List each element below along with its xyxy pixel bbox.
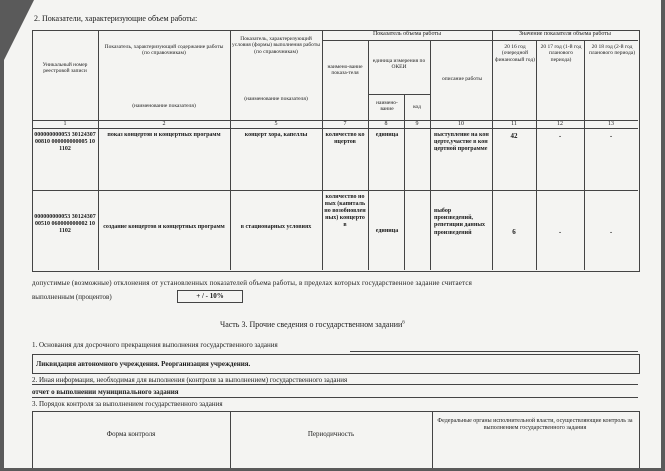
colnum-8: 8 — [384, 121, 388, 127]
col-condition-sub: (наименование показателя) — [244, 96, 308, 102]
document-page — [4, 0, 661, 468]
col-unit-okei: единица измерения по ОКЕИ — [372, 58, 426, 71]
col-year-2017: 20 17 год (1-й год планового периода) — [540, 44, 582, 63]
colnum-11: 11 — [511, 121, 517, 127]
colnum-1: 1 — [63, 121, 67, 127]
row2-condition: в стационарных условиях — [240, 224, 312, 230]
row2-value-2017: - — [558, 228, 562, 236]
colnum-10: 10 — [458, 121, 464, 127]
section-title: 2. Показатели, характеризующие объем работы: — [34, 14, 198, 23]
col-indicator-name: наимено-вание показа-теля — [327, 64, 363, 77]
row2-value-2016: 6 — [512, 228, 516, 236]
mid-group-title: Показатель объема работы — [372, 31, 442, 37]
colnum-7: 7 — [343, 121, 347, 127]
col-description: описание работы — [441, 76, 483, 82]
item1-label: 1. Основания для досрочного прекращения выполнения государственного задания — [32, 341, 278, 349]
row2-unit: единица — [375, 228, 399, 234]
col-unit-name: наимено-вание — [376, 100, 398, 113]
control-col-form: Форма контроля — [106, 430, 156, 438]
col-year-2016: 20 16 год (очередной финансовый год) — [495, 44, 535, 63]
item1-value: Ликвидация автономного учреждения. Реорганизация учреждения. — [36, 360, 251, 368]
control-col-authority: Федеральные органы исполнительной власти, осуществляющие контроль за выполнением государственного задания — [437, 418, 633, 431]
row2-value-2018: - — [609, 228, 613, 236]
row1-content: показ концертов и концертных программ — [107, 132, 221, 138]
item2-value: отчет о выполнении муниципального задания — [32, 388, 179, 396]
row2-content: создание концертов и концертных программ — [103, 224, 225, 230]
row1-indicator: количество концертов — [325, 132, 365, 145]
tolerance-text: допустимые (возможные) отклонения от установленных показателей объема работы, в пределах которых государственное задание считается — [32, 279, 472, 287]
colnum-12: 12 — [557, 121, 563, 127]
row1-value-2017: - — [558, 132, 562, 140]
col-condition-indicator: Показатель, характеризующий условия (формы) выполнения работы (по справочникам) — [232, 36, 320, 55]
item2-label: 2. Иная информация, необходимая для выполнения (контроля за выполнением) государственного задания — [32, 376, 348, 384]
row1-value-2016: 42 — [510, 132, 518, 140]
row1-id: 000000000053 3012430700810 000000000005 101102 — [34, 132, 96, 152]
right-group-title: Значение показателя объема работы — [519, 31, 611, 37]
item3-label: 3. Порядок контроля за выполнением государственного задания — [32, 400, 223, 408]
col-unit-code: код — [413, 104, 421, 110]
row2-id: 000000000053 3012430700510 060000000002 101102 — [34, 214, 96, 234]
row1-value-2018: - — [609, 132, 613, 140]
colnum-9: 9 — [415, 121, 419, 127]
col-content-sub: (наименование показателя) — [132, 103, 196, 109]
row1-description: выступление на концерте,участие в концертной программе — [434, 132, 489, 153]
colnum-13: 13 — [608, 121, 614, 127]
col-unique-number: Уникальный номер реестровой записи — [42, 62, 88, 75]
part3-title: Часть 3. Прочие сведения о государственном задании$^6$ — [220, 320, 405, 329]
row2-indicator: количество новых (капитально возобновленных) концертов — [324, 194, 366, 228]
row1-condition: концерт хора, капеллы — [244, 132, 308, 138]
row2-description: выбор произведений, репетиции данных произведений — [434, 208, 486, 236]
tolerance-label: выполненным (процентов) — [32, 293, 112, 301]
colnum-5: 5 — [274, 121, 278, 127]
row1-unit: единица — [375, 132, 399, 138]
colnum-2: 2 — [162, 121, 166, 127]
page-fold-corner — [4, 0, 34, 60]
tolerance-value-box: + / - 10% — [177, 290, 243, 303]
col-content-indicator: Показатель, характеризующий содержание работы (по справочникам) — [104, 44, 224, 57]
control-col-period: Периодичность — [307, 430, 355, 438]
col-year-2018: 20 18 год (2-й год планового периода) — [588, 44, 636, 57]
